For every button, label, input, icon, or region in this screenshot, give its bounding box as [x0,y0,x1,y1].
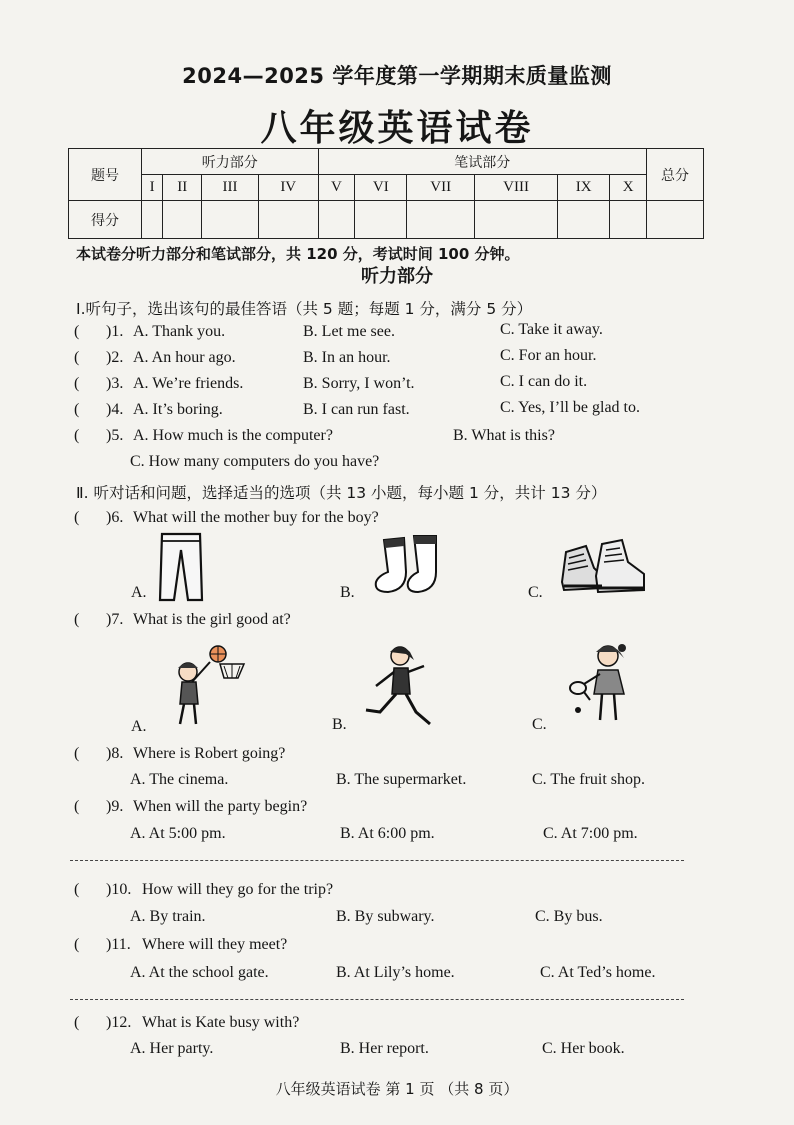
trousers-icon [158,532,204,602]
section1-heading: Ⅰ.听句子，选出该句的最佳答语（共 5 题；每题 1 分，满分 5 分） [76,300,533,318]
page-footer: 八年级英语试卷 第 1 页 （共 8 页） [275,1080,519,1098]
option-c-label: C. [532,716,547,733]
score-col-1: I [142,175,163,201]
score-cell[interactable] [610,201,647,239]
option-b-label: B. [332,716,347,733]
option-c: C. I can do it. [500,373,588,390]
question-text: What is the girl good at? [133,611,291,628]
section2-heading: Ⅱ. 听对话和问题，选择适当的选项（共 13 小题，每小题 1 分，共计 13 分） [76,484,607,502]
option-b: B. I can run fast. [303,401,410,418]
option-a: A. By train. [130,908,206,925]
socks-icon [370,532,450,596]
answer-paren[interactable]: ( [74,349,80,366]
question-text: What is Kate busy with? [142,1014,300,1031]
option-a: A. An hour ago. [133,349,236,366]
option-b: B. Her report. [340,1040,429,1057]
option-a: A. We’re friends. [133,375,244,392]
score-cell[interactable] [355,201,407,239]
score-cell[interactable] [202,201,259,239]
option-b: B. At 6:00 pm. [340,825,435,842]
question-number: )3. [106,375,124,392]
option-b: B. At Lily’s home. [336,964,455,981]
score-table-total-label: 总分 [647,149,704,201]
option-b-label: B. [340,584,355,601]
score-table-listening-group: 听力部分 [142,149,319,175]
option-a: A. It’s boring. [133,401,223,418]
score-col-5: V [318,175,355,201]
score-col-8: VIII [475,175,558,201]
answer-paren[interactable]: ( [74,745,80,762]
question-number: )10. [106,881,132,898]
option-b: B. Sorry, I won’t. [303,375,415,392]
score-cell-total[interactable] [647,201,704,239]
question-number: )12. [106,1014,132,1031]
option-c: C. At 7:00 pm. [543,825,638,842]
question-number: )7. [106,611,124,628]
option-c: C. For an hour. [500,347,597,364]
option-b: B. By subwary. [336,908,435,925]
question-text: Where will they meet? [142,936,288,953]
tennis-girl-icon [568,640,642,724]
score-cell[interactable] [407,201,475,239]
option-c: C. Her book. [542,1040,625,1057]
exam-intro: 本试卷分听力部分和笔试部分，共 120 分，考试时间 100 分钟。 [76,245,520,263]
question-text: How will they go for the trip? [142,881,334,898]
option-a: A. Thank you. [133,323,226,340]
option-b: B. What is this? [453,427,555,444]
score-cell[interactable] [163,201,202,239]
question-number: )9. [106,798,124,815]
answer-paren[interactable]: ( [74,375,80,392]
exam-paper-title: 八年级英语试卷 [260,107,534,149]
question-text: When will the party begin? [133,798,308,815]
score-table-number-label: 题号 [69,149,142,201]
option-a: A. How much is the computer? [133,427,333,444]
score-cell[interactable] [318,201,355,239]
option-c: C. Yes, I’ll be glad to. [500,399,640,416]
score-col-4: IV [258,175,318,201]
option-a: A. The cinema. [130,771,229,788]
option-a: A. At the school gate. [130,964,269,981]
score-cell[interactable] [558,201,610,239]
option-c: C. How many computers do you have? [130,453,380,470]
question-number: )4. [106,401,124,418]
listening-heading: 听力部分 [361,266,433,287]
option-a-label: A. [131,584,147,601]
score-table [68,148,704,239]
question-number: )11. [106,936,131,953]
option-c: C. The fruit shop. [532,771,646,788]
score-col-2: II [163,175,202,201]
option-a: A. At 5:00 pm. [130,825,226,842]
score-col-10: X [610,175,647,201]
score-col-9: IX [558,175,610,201]
option-c-label: C. [528,584,543,601]
score-cell[interactable] [258,201,318,239]
answer-paren[interactable]: ( [74,798,80,815]
score-col-3: III [202,175,259,201]
option-a-label: A. [131,718,147,735]
option-b: B. In an hour. [303,349,391,366]
answer-paren[interactable]: ( [74,881,80,898]
exam-term-title: 2024—2025 学年度第一学期期末质量监测 [182,64,612,88]
question-number: )8. [106,745,124,762]
option-b: B. The supermarket. [336,771,467,788]
option-b: B. Let me see. [303,323,395,340]
question-number: )6. [106,509,124,526]
sneakers-icon [556,532,650,604]
running-girl-icon [358,640,442,732]
option-a: A. Her party. [130,1040,214,1057]
question-number: )1. [106,323,124,340]
score-cell[interactable] [142,201,163,239]
answer-paren[interactable]: ( [74,427,80,444]
score-table-written-group: 笔试部分 [318,149,646,175]
answer-paren[interactable]: ( [74,323,80,340]
answer-paren[interactable]: ( [74,509,80,526]
divider [70,999,684,1000]
option-c: C. Take it away. [500,321,603,338]
answer-paren[interactable]: ( [74,611,80,628]
answer-paren[interactable]: ( [74,936,80,953]
score-cell[interactable] [475,201,558,239]
answer-paren[interactable]: ( [74,401,80,418]
option-c: C. By bus. [535,908,603,925]
answer-paren[interactable]: ( [74,1014,80,1031]
question-number: )2. [106,349,124,366]
score-col-6: VI [355,175,407,201]
score-col-7: VII [407,175,475,201]
score-table-score-label: 得分 [69,201,142,239]
question-text: What will the mother buy for the boy? [133,509,379,526]
question-number: )5. [106,427,124,444]
question-text: Where is Robert going? [133,745,286,762]
option-c: C. At Ted’s home. [540,964,656,981]
basketball-girl-icon [162,644,248,728]
divider [70,860,684,861]
